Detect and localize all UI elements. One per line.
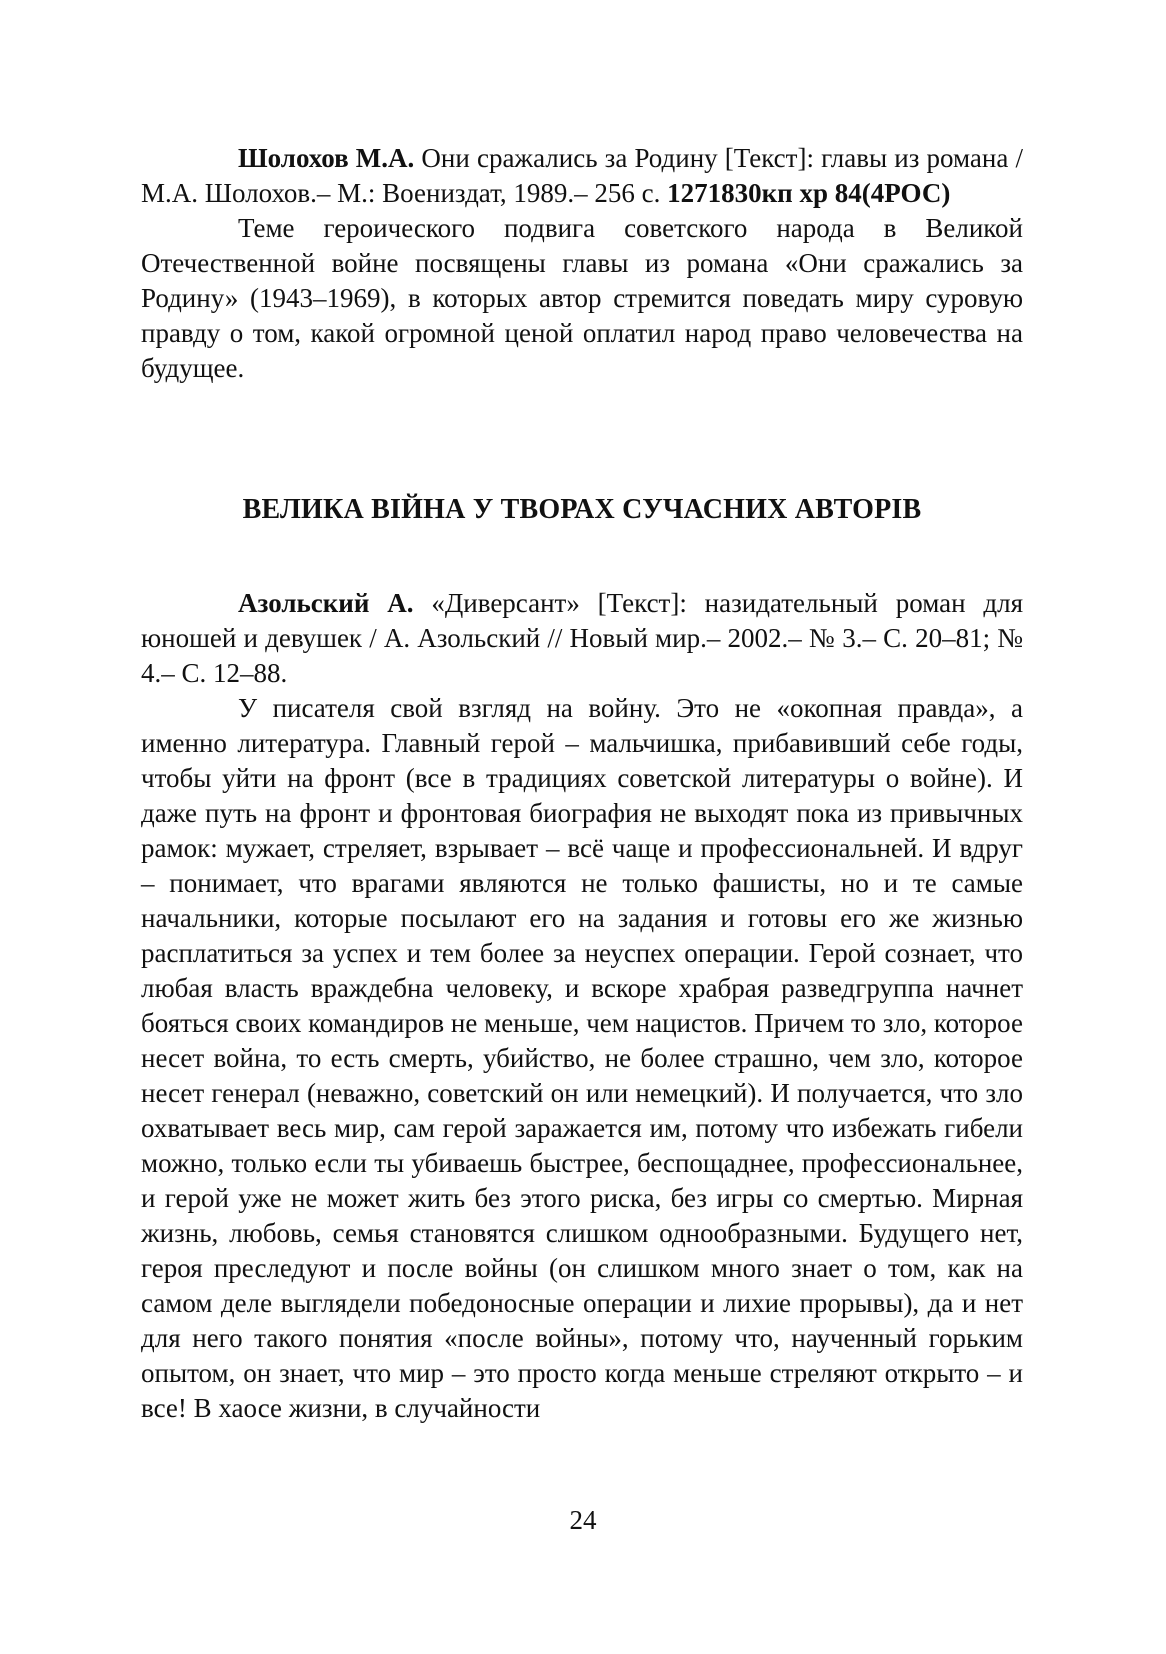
entry-citation: Они сражались за Родину [Текст]: главы из романа / М.А. Шолохов.– М.: Воениздат, 1989.– 256 с. — [141, 143, 1023, 208]
section-heading: ВЕЛИКА ВІЙНА У ТВОРАХ СУЧАСНИХ АВТОРІВ — [242, 494, 922, 525]
entry-shelfmark: 1271830кп хр 84(4РОС) — [667, 178, 951, 208]
entry-citation: «Диверсант» [Текст]: назидательный роман для юношей и девушек / А. Азольский // Новый мир.– 2002.– № 3.– С. 20–81; № 4.– С. 12–88. — [141, 588, 1023, 688]
entry-annotation-sholokhov: Теме героического подвига советского народа в Великой Отечественной войне посвящены главы из романа «Они сражались за Родину» (1943–1969), в которых автор стремится поведать миру суровую правду о том, какой огромной ценой оплатил народ право человечества на будущее. — [141, 213, 1023, 383]
bibliography-entry-azolsky — [141, 586, 1023, 691]
entry-annotation-azolsky: У писателя свой взгляд на войну. Это не «окопная правда», а именно литература. Главный герой – мальчишка, прибавивший себе годы, чтобы уйти на фронт (все в традициях советской литературы о войне). И даже путь на фронт и фронтовая биография не выходят пока из привычных рамок: мужает, стреляет, взрывает – всё чаще и профессиональней. И вдруг – понимает, что врагами являются не только фашисты, но и те самые начальники, которые посылают его на задания и готовы его же жизнью расплатиться за успех и тем более за неуспех операции. Герой сознает, что любая власть враждебна человеку, и вскоре храбрая разведгруппа начнет бояться своих командиров не меньше, чем нацистов. Причем то зло, которое несет война, то есть смерть, убийство, не более страшно, чем зло, которое несет генерал (неважно, советский он или немецкий). И получается, что зло охватывает весь мир, сам герой заражается им, потому что избежать гибели можно, только если ты убиваешь быстрее, беспощаднее, профессиональнее, и герой уже не может жить без этого риска, без игры со смертью. Мирная жизнь, любовь, семья становятся слишком однообразными. Будущего нет, героя преследуют и после войны (он слишком много знает о том, как на самом деле выглядели победоносные операции и лихие прорывы), да и нет для него такого понятия «после войны», потому что, наученный горьким опытом, он знает, что мир – это просто когда меньше стреляют открыто – и все! В хаосе жизни, в случайности — [141, 693, 1023, 1423]
page-number: 24 — [569, 1505, 597, 1535]
entry-author: Шолохов М.А. — [238, 143, 415, 173]
entry-author: Азольский А. — [238, 588, 414, 618]
document-page — [141, 141, 1023, 1426]
bibliography-entry-sholokhov — [141, 141, 1023, 211]
